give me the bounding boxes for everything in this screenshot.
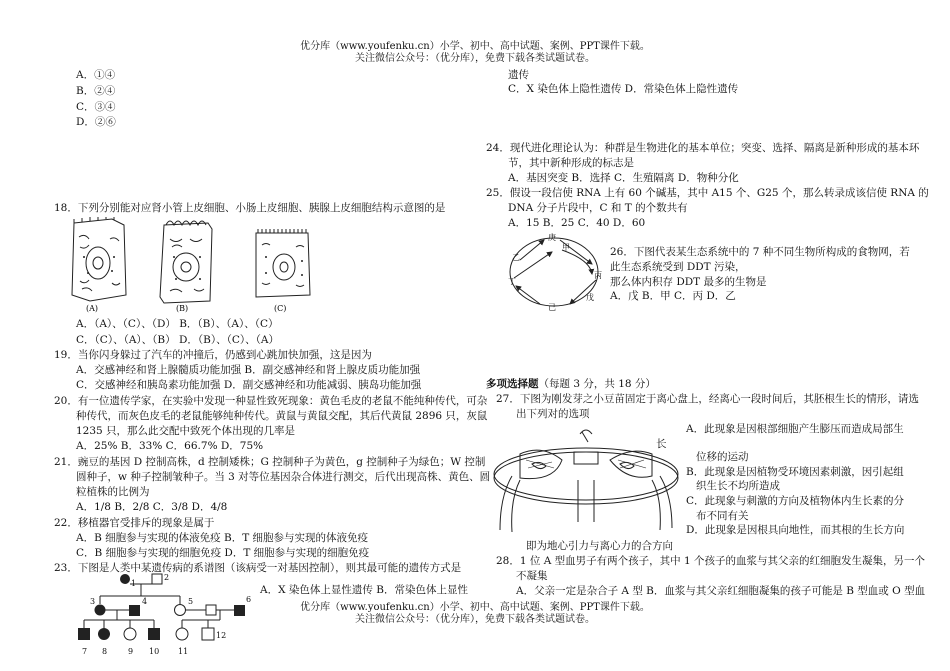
ped-num-10: 10 (149, 647, 160, 656)
pedigree-9 (124, 628, 136, 640)
q18-options-1: A．（A）、（C）、（D） B．（B）、（A）、（C） (76, 318, 279, 330)
q20-line-2: 种传代，而灰色皮毛的老鼠能够纯种传代。黄鼠与黄鼠交配，其后代黄鼠 2896 只，灰鼠 (76, 410, 488, 422)
ped-num-6: 6 (246, 595, 252, 604)
web-node-geng: 庚 (548, 233, 556, 242)
web-node-ji: 己 (548, 303, 556, 312)
q27-option-b-1: B．此现象是因植物受环境因素刺激，因引起组 (686, 466, 904, 478)
q26-line-1: 26．下图代表某生态系统中的 7 种不同生物所构成的食物网，若 (610, 246, 910, 258)
fig-label-a: (A) (86, 304, 99, 313)
q27-centrifuge-figure (492, 422, 680, 540)
q20-options: A．25% B．33% C．66.7% D．75% (76, 440, 264, 452)
pedigree-12 (202, 628, 214, 640)
q22-options-2: C．B 细胞参与实现的细胞免疫 D．T 细胞参与实现的细胞免疫 (76, 547, 370, 559)
multi-note: （每题 3 分，共 18 分） (538, 378, 656, 390)
q19-stem: 19．当你闪身躲过了汽车的冲撞后，仍感到心跳加快加强，这是因为 (54, 349, 372, 361)
web-node-ding: 丁 (508, 277, 516, 286)
q21-line-1: 21．豌豆的基因 D 控制高株，d 控制矮株；G 控制种子为黄色，g 控制种子为绿色；W 控制 (54, 456, 486, 468)
fig-label-c: (C) (274, 304, 287, 313)
ped-num-7: 7 (82, 647, 88, 656)
q24-line-2: 节，其中新种形成的标志是 (508, 157, 634, 169)
header-line-1: 优分库（www.youfenku.cn）小学、初中、高中试题、案例、PPT课件下载。 (300, 41, 650, 52)
q27-option-c-2: 布不同有关 (696, 510, 749, 522)
q27-option-b-2: 织生长不均所造成 (696, 480, 780, 492)
fig-label-b: (B) (176, 304, 189, 313)
web-node-bing: 丙 (594, 271, 602, 280)
ped-num-11: 11 (178, 647, 189, 656)
q27-option-a-1: A．此现象是因根部细胞产生膨压而造成局部生 (686, 423, 904, 435)
q23-options-ab: A．X 染色体上显性遗传 B．常染色体上显性 (260, 584, 468, 596)
q17-option-b: B．②④ (76, 85, 116, 97)
q27-line-2: 出下列对的选项 (516, 408, 590, 420)
q22-stem: 22．移植器官受排斥的现象是属于 (54, 517, 215, 529)
q27-option-a-3: 位移的运动 (696, 451, 749, 463)
q27-line-1: 27．下图为刚发芽之小豆苗固定于离心盘上，经离心一段时间后，其胚根生长的情形，请选 (496, 393, 919, 405)
q25-line-2: DNA 分子片段中，C 和 T 的个数共有 (508, 202, 688, 214)
q28-line-1: 28．1 位 A 型血男子有两个孩子，其中 1 个孩子的血浆与其父亲的红细胞发生凝集，另一个 (496, 555, 925, 567)
q24-options: A．基因突变 B．选择 C．生殖隔离 D．物种分化 (508, 172, 739, 184)
q23-cont-2: C．X 染色体上隐性遗传 D．常染色体上隐性遗传 (508, 83, 739, 95)
q25-line-1: 25．假设一段信使 RNA 上有 60 个碱基，其中 A15 个、G25 个，那么转录成该信使 RNA 的 (486, 187, 929, 199)
q20-line-1: 20．有一位遗传学家，在实验中发现一种显性致死现象：黄色毛皮的老鼠不能纯种传代，可杂 (54, 395, 488, 407)
ped-num-2: 2 (164, 573, 170, 582)
header-line-2: 关注微信公众号：（优分库），免费下载各类试题试卷。 (355, 53, 595, 64)
ped-num-9: 9 (128, 647, 134, 656)
q19-options-2: C．交感神经和胰岛素功能加强 D．副交感神经和功能减弱、胰岛功能加强 (76, 379, 422, 391)
web-node-jia: 甲 (562, 243, 570, 252)
q21-line-3: 粒植株的比例为 (76, 486, 150, 498)
ped-num-3: 3 (90, 597, 96, 606)
ped-num-8: 8 (102, 647, 108, 656)
multi-section-heading (486, 378, 656, 391)
q27-option-d-1: D．此现象是因根具向地性，而其根的生长方向 (686, 524, 905, 536)
q25-options: A．15 B．25 C．40 D．60 (508, 217, 646, 229)
q26-food-web (500, 230, 610, 312)
multi-title: 多项选择题 (486, 378, 539, 390)
q26-line-3: 那么体内积存 DDT 最多的生物是 (610, 276, 767, 288)
q23-stem: 23．下图是人类中某遗传病的系谱图（该病受一对基因控制），则其最可能的遗传方式是 (54, 562, 462, 574)
web-node-yi: 乙 (512, 253, 520, 262)
footer-line-2: 关注微信公众号：（优分库），免费下载各类试题试卷。 (355, 614, 595, 625)
q28-line-3: A．父亲一定是杂合子 A 型 B．血浆与其父亲红细胞凝集的孩子可能是 B 型血或 O 型血 (516, 585, 926, 597)
web-node-wu: 戊 (586, 293, 594, 302)
pedigree-10 (148, 628, 160, 640)
q22-options-1: A．B 细胞参与实现的体液免疫 B．T 细胞参与实现的体液免疫 (76, 532, 369, 544)
q18-cell-figure (52, 217, 312, 313)
q26-line-2: 此生态系统受到 DDT 污染， (610, 261, 746, 273)
q21-line-2: 圆种子，w 种子控制皱种子。当 3 对等位基因杂合体进行测交，后代出现高株、黄色、圆 (76, 471, 491, 483)
q17-option-d: D．②⑥ (76, 116, 116, 128)
ped-num-1: 1 (131, 579, 137, 588)
q23-cont-1: 遗传 (508, 69, 529, 81)
footer-line-1: 优分库（www.youfenku.cn）小学、初中、高中试题、案例、PPT课件下载。 (300, 602, 650, 613)
q18-stem: 18．下列分别能对应肾小管上皮细胞、小肠上皮细胞、胰腺上皮细胞结构示意图的是 (54, 202, 446, 214)
q17-option-a: A．①④ (76, 69, 116, 81)
pedigree-11 (176, 628, 188, 640)
q27-option-c-1: C．此现象与刺激的方向及植物体内生长素的分 (686, 495, 905, 507)
q24-line-1: 24．现代进化理论认为：种群是生物进化的基本单位；突变、选择、隔离是新种形成的基本环 (486, 142, 920, 154)
pedigree-7 (78, 628, 90, 640)
q17-option-c: C．③④ (76, 101, 116, 113)
q28-line-2: 不凝集 (516, 570, 548, 582)
q26-options: A．戊 B．甲 C．丙 D．乙 (610, 290, 736, 302)
q27-option-a-2: 长 (656, 438, 667, 450)
pedigree-2 (152, 574, 162, 584)
pedigree-8 (98, 628, 110, 640)
q27-option-d-2: 即为地心引力与离心力的合方向 (526, 540, 673, 552)
q19-options-1: A．交感神经和肾上腺髓质功能加强 B．副交感神经和肾上腺皮质功能加强 (76, 364, 421, 376)
q20-line-3: 1235 只，那么此交配中致死个体出现的几率是 (76, 425, 296, 437)
pedigree-1 (120, 574, 130, 584)
ped-num-12: 12 (216, 631, 227, 640)
q18-options-2: C．（C）、（A）、（B） D．（B）、（C）、（A） (76, 334, 279, 346)
ped-num-5: 5 (188, 597, 194, 606)
q21-options: A．1/8 B．2/8 C．3/8 D．4/8 (76, 501, 228, 513)
ped-num-4: 4 (142, 597, 148, 606)
